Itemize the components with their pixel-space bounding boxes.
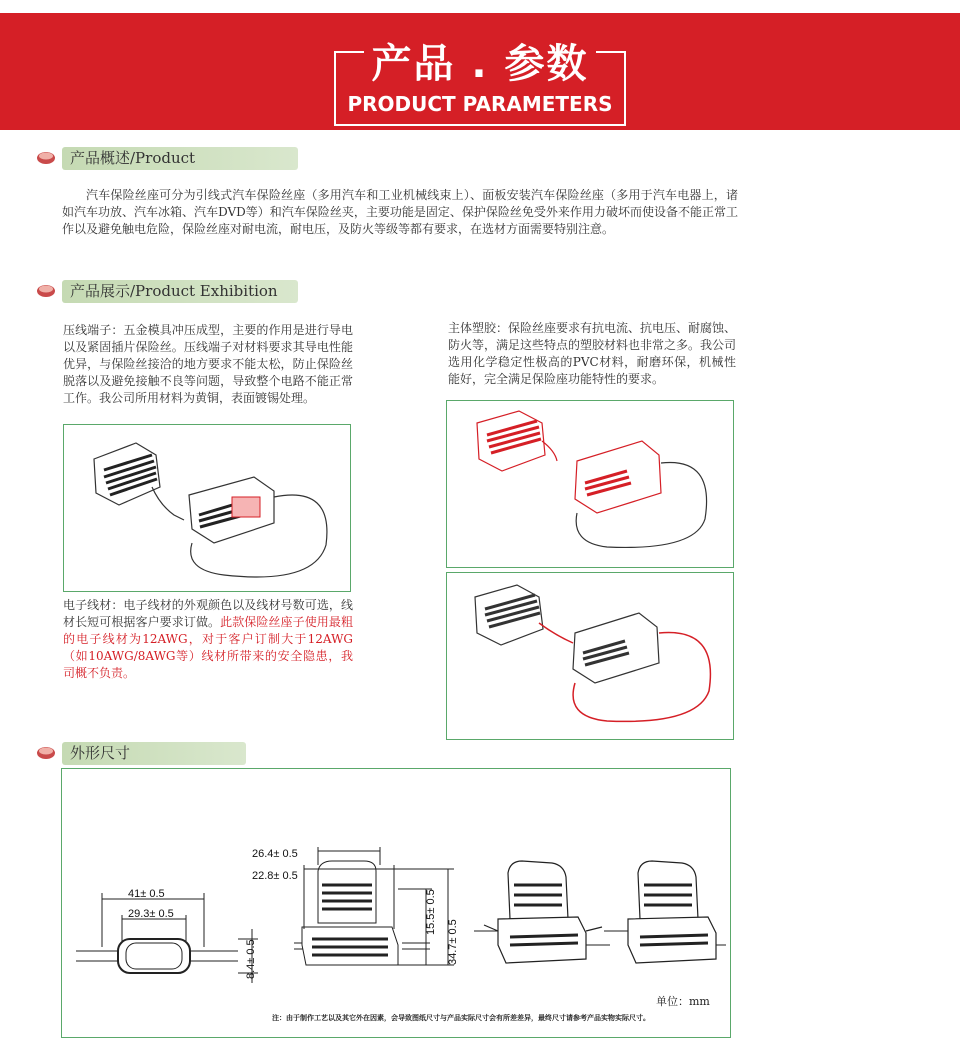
body-figure [446,400,734,568]
dim-22-8: 22.8± 0.5 [252,870,298,882]
unit-label: 单位：mm [656,995,710,1008]
bullet-icon [36,744,56,760]
fuse-holder-wire-drawing [447,573,735,741]
dim-26-4: 26.4± 0.5 [252,848,298,860]
exhibition-heading-text: 产品展示/Product Exhibition [62,280,298,303]
wire-text [63,597,353,682]
fuse-holder-body-drawing [447,401,735,569]
terminal-text: 压线端子：五金模具冲压成型，主要的作用是进行导电以及紧固插片保险丝。压线端子对材料要求其导电性能优异，与保险丝接洽的地方要求不能太松，防止保险丝脱落以及避免接触不良等问题，导致整个电路不能正常工作。我公司所用材料为黄铜，表面镀锡处理。 [63,323,353,405]
wire-text-main: 电子线材：电子线材的外观颜色以及线材号数可选，线材长短可根据客户要求订做。 [63,598,353,629]
dimension-figure [61,768,731,1038]
dim-41: 41± 0.5 [128,888,165,900]
overview-heading-text: 产品概述/Product [62,147,298,170]
bullet-icon [36,149,56,165]
dim-8-4: 8.4± 0.5 [245,939,257,979]
body-text: 主体塑胶：保险丝座要求有抗电流、抗电压、耐腐蚀、防火等，满足这些特点的塑胶材料也非常之多。我公司选用化学稳定性极高的PVC材料，耐磨环保，机械性能好，完全满足保险座功能特性的要求。 [448,321,737,386]
overview-text: 汽车保险丝座可分为引线式汽车保险丝座（多用汽车和工业机械线束上）、面板安装汽车保险丝座（多用于汽车电器上，诸如汽车功放、汽车冰箱、汽车DVD等）和汽车保险丝夹，主要功能是固定、保护保险丝免受外来作用力破坏而使设备不能正常工作以及避免触电危险，保险丝座对耐电流，耐电压，及防火等级等都有要求，在选材方面需要特别注意。 [62,188,738,236]
dim-15-5: 15.5± 0.5 [425,889,437,935]
title-cn: 产品 . 参数 [371,41,589,87]
title-en: PRODUCT PARAMETERS [347,92,613,116]
dim-29-3: 29.3± 0.5 [128,908,174,920]
dim-34-7: 34.7± 0.5 [447,919,459,965]
dimension-note: 注：由于制作工艺以及其它外在因素，会导致图纸尺寸与产品实际尺寸会有所差差异，最终尺寸请参考产品实物实际尺寸。 [272,1013,650,1022]
exhibition-heading [36,280,298,303]
header-banner [0,13,960,130]
fuse-holder-drawing [64,425,352,593]
wire-warning: 此款保险丝座子使用最粗的电子线材为12AWG，对于客户订制大于12AWG（如10AWG/8AWG等）线材所带来的安全隐患，我司概不负责。 [63,615,353,680]
bullet-icon [36,282,56,298]
overview-heading [36,147,298,170]
wire-figure [446,572,734,740]
dimensions-heading-text: 外形尺寸 [62,742,246,765]
dimensions-heading [36,742,246,765]
title-frame [334,36,626,126]
dimension-drawing [62,769,732,1039]
terminal-figure [63,424,351,592]
